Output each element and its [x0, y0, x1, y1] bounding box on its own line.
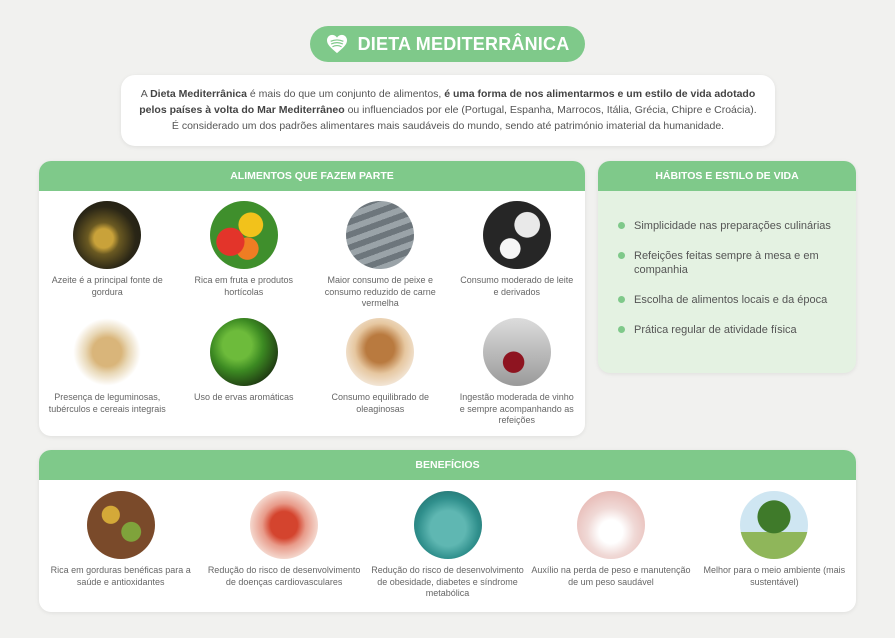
benefit-item: [39, 491, 202, 600]
scale-icon: [577, 491, 645, 559]
food-item: [39, 318, 176, 435]
vegetables-icon: [210, 201, 278, 269]
food-caption: Consumo moderado de leite e derivados: [460, 275, 574, 297]
benefit-caption: Rica em gorduras benéficas para a saúde e antioxidantes: [50, 565, 191, 587]
intro-paragraph-1: [135, 86, 761, 118]
benefits-heading: BENEFÍCIOS: [39, 450, 856, 480]
page-title: [310, 26, 585, 62]
food-item: [449, 201, 586, 318]
benefits-row: [39, 480, 856, 600]
habit-item: Refeições feitas sempre à mesa e em companhia: [618, 249, 840, 277]
benefit-item: [202, 491, 365, 600]
milk-icon: [483, 201, 551, 269]
tree-icon: [740, 491, 808, 559]
food-item: [39, 201, 176, 318]
intro-text-b: Dieta Mediterrânica: [150, 88, 247, 100]
food-item: [176, 201, 313, 318]
food-caption: Presença de leguminosas, tubérculos e cereais integrais: [48, 392, 166, 414]
foods-grid: [39, 191, 585, 435]
habit-item: Escolha de alimentos locais e da época: [618, 293, 840, 307]
herbs-icon: [210, 318, 278, 386]
food-caption: Maior consumo de peixe e consumo reduzido de carne vermelha: [324, 275, 436, 308]
intro-text-d: é uma forma de nos alimentarmos e um estilo de vida adotado pelos países à volta do Mar Mediterrâneo: [139, 88, 756, 116]
benefit-caption: Redução do risco de desenvolvimento de doenças cardiovasculares: [207, 565, 361, 587]
intro-text-e: ou influenciados por ele (Portugal, Espanha, Marrocos, Itália, Grécia, Chipre e Croácia).: [344, 104, 757, 116]
heart-icon: [326, 34, 348, 54]
intro-box: [121, 75, 775, 146]
benefits-card: [39, 450, 856, 612]
habits-heading: HÁBITOS E ESTILO DE VIDA: [598, 161, 856, 191]
belly-icon: [414, 491, 482, 559]
wine-icon: [483, 318, 551, 386]
habit-item: Simplicidade nas preparações culinárias: [618, 219, 840, 233]
heart-organ-icon: [250, 491, 318, 559]
food-item: [312, 201, 449, 318]
food-caption: Uso de ervas aromáticas: [193, 392, 294, 402]
foods-card: [39, 161, 585, 436]
habits-list: [598, 191, 856, 337]
food-item: [449, 318, 586, 435]
food-caption: Rica em fruta e produtos hortícolas: [194, 275, 294, 297]
fish-icon: [346, 201, 414, 269]
foods-heading: ALIMENTOS QUE FAZEM PARTE: [39, 161, 585, 191]
benefit-item: [693, 491, 856, 600]
food-caption: Azeite é a principal fonte de gordura: [51, 275, 163, 297]
intro-text-c: é mais do que um conjunto de alimentos,: [246, 88, 445, 100]
title-text: DIETA MEDITERRÂNICA: [357, 33, 570, 54]
benefit-item: [366, 491, 529, 600]
food-caption: Ingestão moderada de vinho e sempre acompanhando as refeições: [459, 392, 574, 425]
food-caption: Consumo equilibrado de oleaginosas: [331, 392, 430, 414]
habit-item: Prática regular de atividade física: [618, 323, 840, 337]
intro-paragraph-2: É considerado um dos padrões alimentares mais saudáveis do mundo, sendo até património imaterial da humanidade.: [171, 120, 725, 132]
benefit-item: [529, 491, 692, 600]
olive-oil-icon: [73, 201, 141, 269]
benefit-caption: Auxílio na perda de peso e manutenção de um peso saudável: [531, 565, 691, 587]
intro-text-a: A: [140, 88, 151, 100]
nuts-icon: [346, 318, 414, 386]
habits-card: [598, 161, 856, 373]
benefit-caption: Melhor para o meio ambiente (mais sustentável): [703, 565, 846, 587]
food-item: [176, 318, 313, 435]
legumes-icon: [73, 318, 141, 386]
food-item: [312, 318, 449, 435]
healthy-fats-icon: [87, 491, 155, 559]
benefit-caption: Redução do risco de desenvolvimento de obesidade, diabetes e síndrome metabólica: [371, 565, 524, 598]
